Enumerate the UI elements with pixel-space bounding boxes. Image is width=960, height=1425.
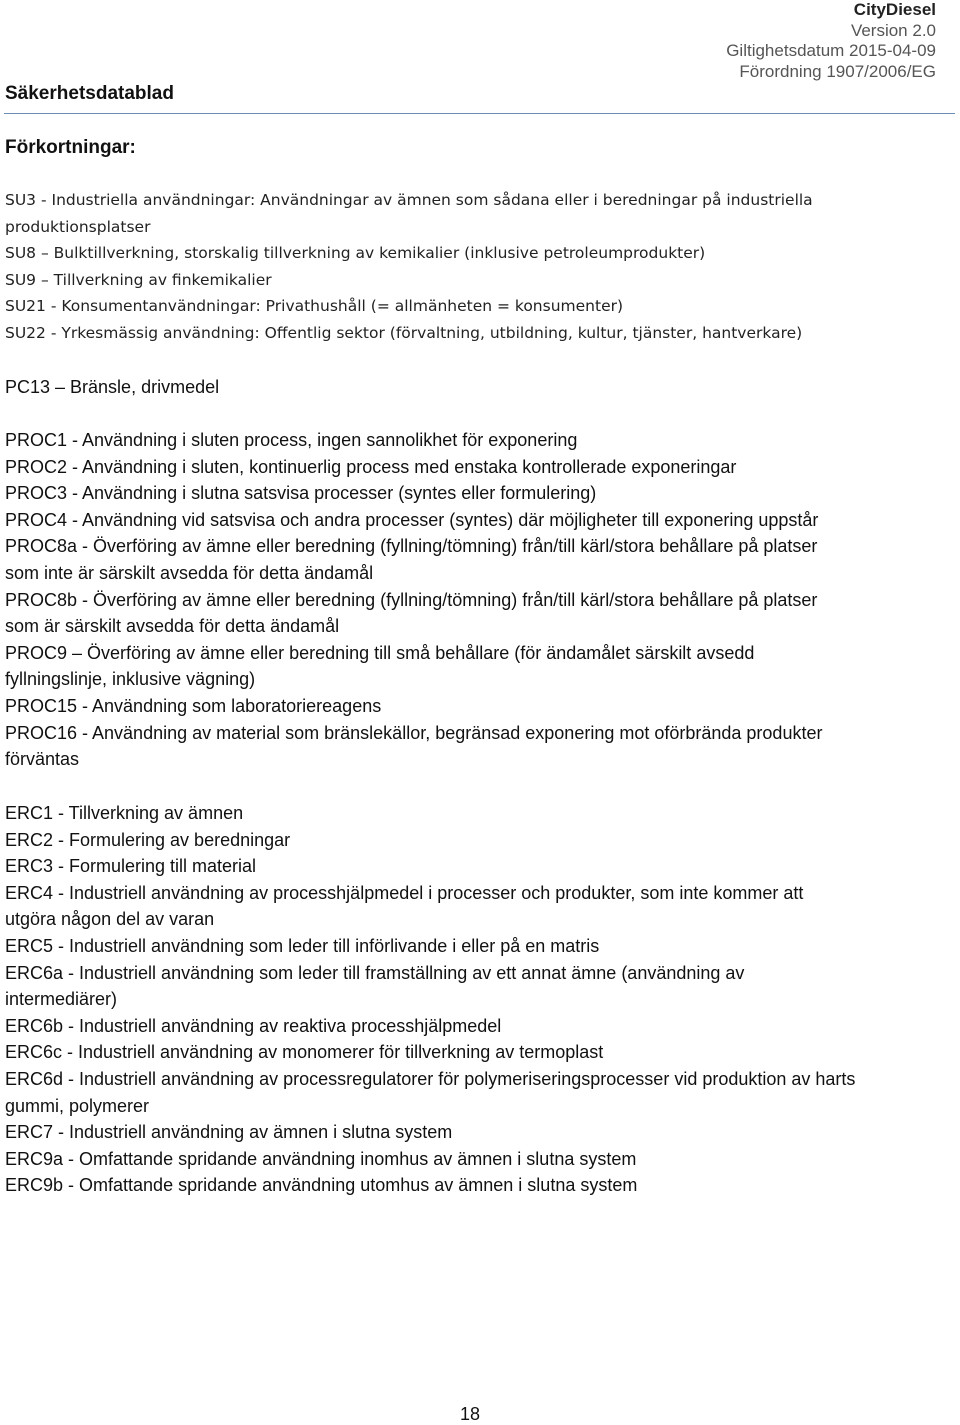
abbreviation-line: SU8 – Bulktillverkning, storskalig tillverkning av kemikalier (inklusive petroleumprodukter)	[5, 244, 706, 263]
abbreviation-line: ERC6d - Industriell användning av processregulatorer för polymeriseringsprocesser vid produktion av harts	[5, 1068, 856, 1089]
abbreviation-line: fyllningslinje, inklusive vägning)	[5, 669, 256, 690]
page-number: 18	[459, 1404, 481, 1424]
valid-date-label: Giltighetsdatum 2015-04-09	[726, 41, 936, 60]
abbreviation-line: utgöra någon del av varan	[5, 909, 215, 930]
abbreviation-line: ERC3 - Formulering till material	[5, 856, 257, 877]
abbreviation-line: ERC5 - Industriell användning som leder till införlivande i eller på en matris	[5, 935, 600, 956]
abbreviation-line: ERC1 - Tillverkning av ämnen	[5, 803, 244, 823]
abbreviation-line: PROC8b - Överföring av ämne eller beredning (fyllning/tömning) från/till kärl/stora behållare på platser	[5, 589, 818, 610]
abbreviation-line: PROC16 - Användning av material som bränslekällor, begränsad exponering mot oförbrända produkter	[5, 722, 823, 743]
abbreviation-line: som är särskilt avsedda för detta ändamål	[5, 616, 340, 637]
abbreviation-line: PROC2 - Användning i sluten, kontinuerlig process med enstaka kontrollerade exponeringar	[5, 456, 737, 477]
abbreviation-line: PROC4 - Användning vid satsvisa och andra processer (syntes) där möjligheter till exponering uppstår	[5, 509, 819, 530]
document-title: Säkerhetsdatablad	[5, 83, 174, 104]
abbreviation-line: SU21 - Konsumentanvändningar: Privathushåll (= allmänheten = konsumenter)	[5, 297, 624, 316]
abbreviation-line: ERC7 - Industriell användning av ämnen i slutna system	[5, 1122, 453, 1143]
abbreviation-line: förväntas	[5, 749, 80, 770]
abbreviation-line: ERC6a - Industriell användning som leder till framställning av ett annat ämne (användning av	[5, 962, 745, 983]
abbreviation-line: PC13 – Bränsle, drivmedel	[5, 377, 220, 397]
abbreviation-line: PROC1 - Användning i sluten process, ingen sannolikhet för exponering	[5, 430, 578, 450]
abbreviation-line: SU22 - Yrkesmässig användning: Offentlig sektor (förvaltning, utbildning, kultur, tjänster, hantverkare)	[5, 323, 803, 342]
abbreviation-line: PROC9 – Överföring av ämne eller beredning till små behållare (för ändamålet särskilt avsedd	[5, 642, 755, 663]
version-label: Version 2.0	[850, 20, 936, 40]
regulation-label: Förordning 1907/2006/EG	[739, 61, 936, 81]
header-divider	[4, 113, 955, 114]
abbreviation-line: ERC2 - Formulering av beredningar	[5, 829, 291, 850]
sector-of-use-list	[5, 187, 950, 347]
abbreviation-line: PROC8a - Överföring av ämne eller beredning (fyllning/tömning) från/till kärl/stora behållare på platser	[5, 536, 818, 557]
abbreviation-line: ERC9a - Omfattande spridande användning inomhus av ämnen i slutna system	[5, 1148, 637, 1169]
abbreviation-line: SU3 - Industriella användningar: Användningar av ämnen som sådana eller i beredningar på industriella	[5, 191, 813, 209]
abbreviation-line: ERC6b - Industriell användning av reaktiva processhjälpmedel	[5, 1015, 502, 1036]
abbreviation-line: ERC9b - Omfattande spridande användning utomhus av ämnen i slutna system	[5, 1175, 638, 1196]
environmental-release-category-list	[5, 800, 950, 1199]
product-name: CityDiesel	[853, 0, 936, 19]
abbreviation-line: som inte är särskilt avsedda för detta ändamål	[5, 562, 374, 583]
abbreviation-line: produktionsplatser	[5, 217, 151, 236]
abbreviations-heading: Förkortningar:	[5, 137, 136, 158]
abbreviation-line: gummi, polymerer	[5, 1095, 150, 1116]
abbreviation-line: ERC4 - Industriell användning av processhjälpmedel i processer och produkter, som inte kommer att	[5, 882, 804, 903]
document-header-info	[726, 0, 936, 82]
abbreviation-line: intermediärer)	[5, 989, 118, 1010]
abbreviation-line: SU9 – Tillverkning av finkemikalier	[5, 270, 272, 289]
abbreviation-line: PROC3 - Användning i slutna satsvisa processer (syntes eller formulering)	[5, 483, 597, 504]
product-category-list	[5, 374, 950, 401]
abbreviation-line: PROC15 - Användning som laboratoriereagens	[5, 695, 382, 716]
process-category-list	[5, 427, 950, 773]
abbreviation-line: ERC6c - Industriell användning av monomerer för tillverkning av termoplast	[5, 1042, 604, 1063]
